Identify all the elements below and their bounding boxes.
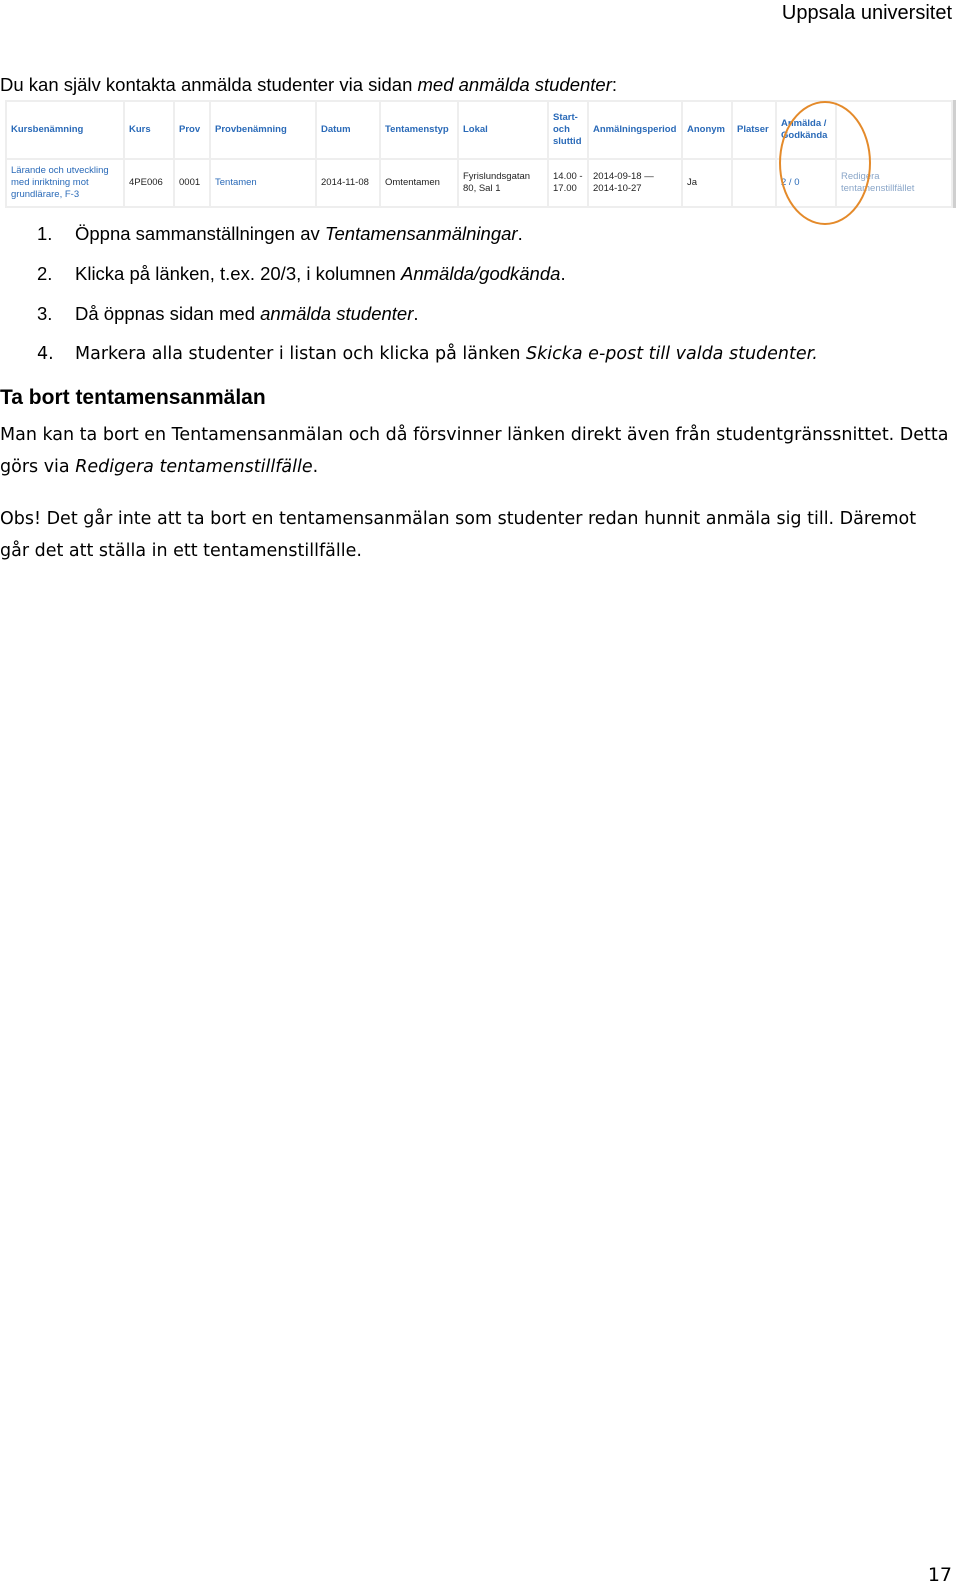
col-anmalningsperiod: Anmälningsperiod — [589, 102, 681, 158]
cell-lokal: Fyrislundsgatan 80, Sal 1 — [459, 160, 547, 206]
cell-provbenamning[interactable]: Tentamen — [211, 160, 315, 206]
col-start-sluttid: Start-och sluttid — [549, 102, 587, 158]
list-item: 3. Då öppnas sidan med anmälda studenter. — [37, 303, 419, 324]
paragraph-remove-registration: Man kan ta bort en Tentamensanmälan och då försvinner länken direkt även från studentgränssnittet. Detta görs via Redigera tentamenstillfälle. — [0, 425, 949, 477]
list-item: 1. Öppna sammanställningen av Tentamensanmälningar. — [37, 223, 523, 244]
col-platser: Platser — [733, 102, 775, 158]
cell-kursbenamning[interactable]: Lärande och utveckling med inriktning mot grundlärare, F-3 — [7, 160, 123, 206]
col-tentamenstyp: Tentamenstyp — [381, 102, 457, 158]
cell-prov: 0001 — [175, 160, 209, 206]
col-anonym: Anonym — [683, 102, 731, 158]
redigera-link[interactable]: Redigera tentamenstillfället — [837, 160, 951, 206]
list-item: 2. Klicka på länken, t.ex. 20/3, i kolumnen Anmälda/godkända. — [37, 263, 566, 284]
col-lokal: Lokal — [459, 102, 547, 158]
cell-start-sluttid: 14.00 - 17.00 — [549, 160, 587, 206]
exam-table — [5, 100, 953, 208]
table-header-row — [7, 102, 951, 158]
col-kurs: Kurs — [125, 102, 173, 158]
col-datum: Datum — [317, 102, 379, 158]
table-row — [7, 160, 951, 206]
col-provbenamning: Provbenämning — [211, 102, 315, 158]
cell-kurs: 4PE006 — [125, 160, 173, 206]
cell-datum: 2014-11-08 — [317, 160, 379, 206]
cell-anonym: Ja — [683, 160, 731, 206]
intro-text: Du kan själv kontakta anmälda studenter via sidan med anmälda studenter: — [0, 74, 618, 95]
cell-platser — [733, 160, 775, 206]
col-anmalda-godkanda: Anmälda / Godkända — [777, 102, 835, 158]
page-number: 17 — [927, 1564, 952, 1586]
exam-table-screenshot — [5, 100, 956, 208]
cell-anmalningsperiod: 2014-09-18 — 2014-10-27 — [589, 160, 681, 206]
instruction-steps — [37, 222, 818, 382]
col-prov: Prov — [175, 102, 209, 158]
list-item: 4. Markera alla studenter i listan och klicka på länken Skicka e-post till valda studenter. — [37, 344, 818, 364]
anmalda-godkanda-link[interactable]: 2 / 0 — [777, 160, 835, 206]
col-kursbenamning: Kursbenämning — [7, 102, 123, 158]
col-actions — [837, 102, 951, 158]
cell-tentamenstyp: Omtentamen — [381, 160, 457, 206]
page-header: Uppsala universitet — [781, 2, 952, 24]
paragraph-obs: Obs! Det går inte att ta bort en tentamensanmälan som studenter redan hunnit anmäla sig till. Däremot går det att ställa in ett tentamenstillfälle. — [0, 509, 917, 561]
section-heading: Ta bort tentamensanmälan — [0, 386, 266, 409]
